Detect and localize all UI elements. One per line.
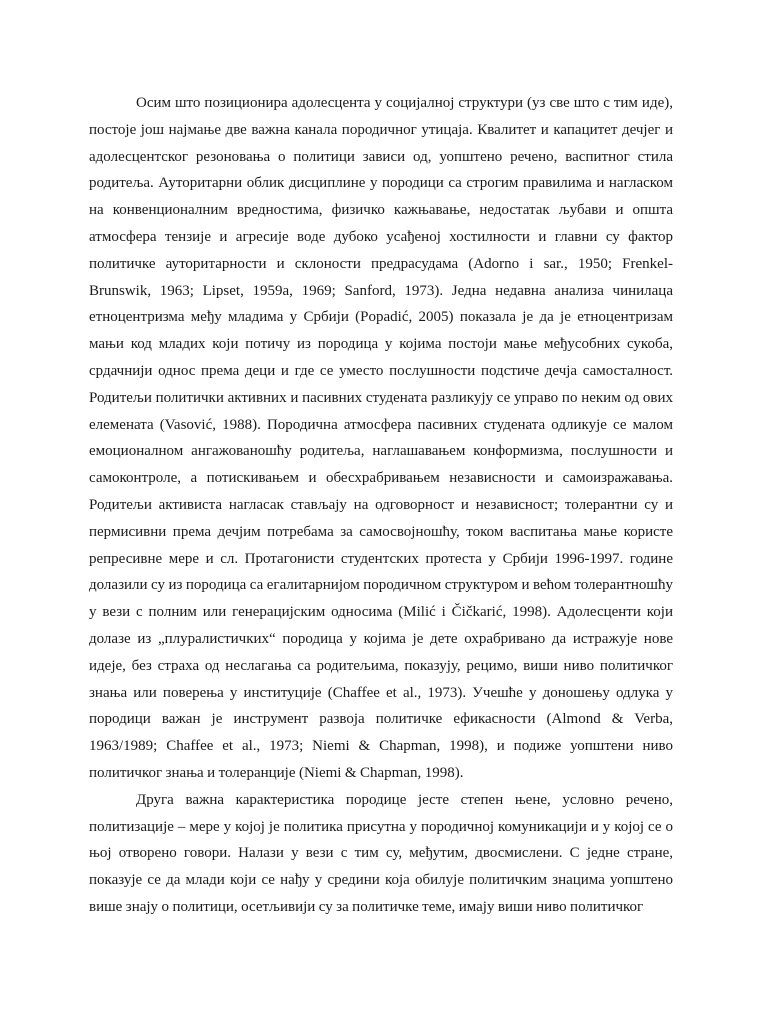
- body-text: [89, 90, 673, 921]
- paragraph-2: Друга важна карактеристика породице јесте степен њене, условно речено, политизације – мере у којој је политика присутна у породичној комуникацији и у којој се о њој отворено говори. Налази у вези с тим су, међутим, двосмислени. С једне стране, показује се да млади који се нађу у средини која обилује политичким знацима уопштено више знају о политици, осетљивији су за политичке теме, имају виши ниво политичког: [89, 791, 673, 915]
- paragraph-1: Осим што позиционира адолесцента у социјалној структури (уз све што с тим иде), постоје још најмање две важна канала породичног утицаја. Квалитет и капацитет дечјег и адолесцентског резоновања о политици зависи од, уопштено речено, васпитног стила родитеља. Ауторитарни облик дисциплине у породици са строгим правилима и нагласком на конвенционалним вредностима, физичко кажњавање, недостатак љубави и општа атмосфера тензије и агресије воде дубоко усађеној хостилности и главни су фактор политичке ауторитарности и склоности предрасудама (Adorno i sar., 1950; Frenkel-Brunswik, 1963; Lipset, 1959a, 1969; Sanford, 1973). Једна недавна анализа чинилаца етноцентризма међу младима у Србији (Popadić, 2005) показала је да је етноцентризам мањи код младих који потичу из породица у којима постоји мање међусобних сукоба, срдачнији однос према деци и где се уместо послушности подстиче дечја самосталност. Родитељи политички активних и пасивних студената разликују се управо по неким од ових елемената (Vasović, 1988). Породична атмосфера пасивних студената одликује се малом емоционалном ангажованошћу родитеља, наглашавањем конформизма, послушности и самоконтроле, а потискивањем и обесхрабривањем независности и самоизражавања. Родитељи активиста нагласак стављају на одговорност и независност; толерантни су и пермисивни према дечјим потребама за самосвојношћу, током васпитања мање користе репресивне мере и сл. Протагонисти студентских протеста у Србији 1996-1997. године долазили су из породица са егалитарнијом породичном структуром и већом толерантношћу у вези с полним или генерацијским односима (Milić i Čičkarić, 1998). Адолесценти који долазе из „плуралистичких“ породица у којима је дете охрабривано да истражује нове идеје, без страха од неслагања са родитељима, показују, рецимо, виши ниво политичког знања или поверења у институције (Chaffee et al., 1973). Учешће у доношењу одлука у породици важан је инструмент развоја политичке ефикасности (Almond & Verba, 1963/1989; Chaffee et al., 1973; Niemi & Chapman, 1998), и подиже уопштени ниво политичког знања и толеранције (Niemi & Chapman, 1998).: [89, 95, 673, 781]
